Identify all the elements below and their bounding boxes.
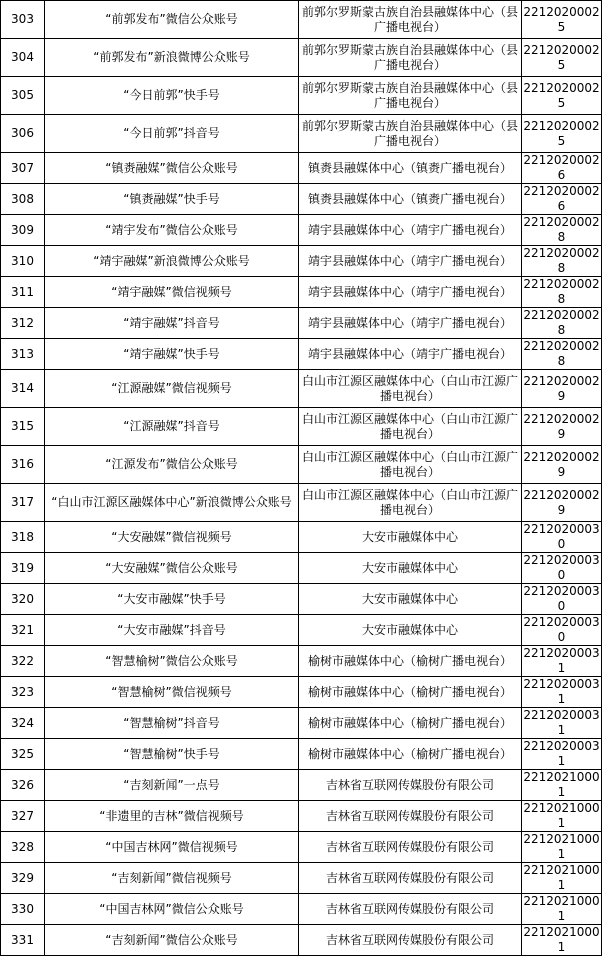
account-name: “大安市融媒”抖音号 (45, 615, 299, 646)
record-code: 22120200030 (523, 615, 600, 644)
organization: 前郭尔罗斯蒙古族自治县融媒体中心（县广播电视台） (299, 39, 522, 77)
row-number: 327 (1, 801, 45, 832)
row-number: 312 (1, 308, 45, 339)
organization: 榆树市融媒体中心（榆树广播电视台） (299, 677, 522, 708)
record-code: 22120200026 (523, 153, 600, 182)
record-code: 22120200029 (522, 446, 602, 484)
account-name: “靖宇融媒”快手号 (45, 339, 299, 370)
row-number: 329 (1, 863, 45, 894)
table-row (1, 446, 602, 484)
table-row (1, 801, 602, 832)
organization: 吉林省互联网传媒股份有限公司 (299, 801, 522, 832)
table-row (1, 832, 602, 863)
row-number: 303 (1, 1, 45, 39)
table-row (1, 646, 602, 677)
account-name: “靖宇融媒”新浪微博公众账号 (45, 246, 299, 277)
account-name: “吉刻新闻”微信视频号 (45, 863, 299, 894)
row-number: 320 (1, 584, 45, 615)
organization: 吉林省互联网传媒股份有限公司 (299, 770, 522, 801)
organization: 榆树市融媒体中心（榆树广播电视台） (299, 708, 522, 739)
account-name: “镇赉融媒”快手号 (45, 184, 299, 215)
table-row (1, 484, 602, 522)
account-name: “中国吉林网”微信公众账号 (45, 894, 299, 925)
table-row (1, 153, 602, 184)
record-code: 22120200026 (523, 184, 600, 213)
row-number: 306 (1, 115, 45, 153)
row-number: 311 (1, 277, 45, 308)
table-row (1, 370, 602, 408)
account-name: “大安融媒”微信公众账号 (45, 553, 299, 584)
table-row (1, 77, 602, 115)
table-row (1, 339, 602, 370)
table-row (1, 115, 602, 153)
row-number: 324 (1, 708, 45, 739)
account-name: “智慧榆树”微信视频号 (45, 677, 299, 708)
account-name: “中国吉林网”微信视频号 (45, 832, 299, 863)
organization: 大安市融媒体中心 (299, 584, 522, 615)
account-name: “非遗里的吉林”微信视频号 (45, 801, 299, 832)
record-code: 22120200028 (523, 277, 600, 306)
table-row (1, 308, 602, 339)
record-code: 22120200030 (523, 584, 600, 613)
table-row (1, 408, 602, 446)
account-name: “江源融媒”微信视频号 (45, 370, 299, 408)
organization: 镇赉县融媒体中心（镇赉广播电视台） (299, 153, 522, 184)
record-code: 22120200025 (522, 1, 602, 39)
row-number: 310 (1, 246, 45, 277)
table-row (1, 39, 602, 77)
table-row (1, 677, 602, 708)
account-name: “江源融媒”抖音号 (45, 408, 299, 446)
account-name: “靖宇融媒”抖音号 (45, 308, 299, 339)
organization: 大安市融媒体中心 (299, 522, 522, 553)
row-number: 309 (1, 215, 45, 246)
account-name: “靖宇发布”微信公众账号 (45, 215, 299, 246)
record-code: 22120200029 (522, 484, 602, 522)
organization: 吉林省互联网传媒股份有限公司 (299, 832, 522, 863)
table-row (1, 553, 602, 584)
organization: 榆树市融媒体中心（榆树广播电视台） (299, 646, 522, 677)
record-code: 22120200031 (523, 646, 600, 675)
row-number: 314 (1, 370, 45, 408)
row-number: 326 (1, 770, 45, 801)
account-name: “智慧榆树”微信公众账号 (45, 646, 299, 677)
row-number: 308 (1, 184, 45, 215)
record-code: 22120200028 (523, 308, 600, 337)
organization: 靖宇县融媒体中心（靖宇广播电视台） (299, 339, 522, 370)
organization: 白山市江源区融媒体中心（白山市江源广播电视台） (299, 408, 522, 446)
record-code: 22120200029 (522, 408, 602, 446)
row-number: 323 (1, 677, 45, 708)
row-number: 317 (1, 484, 45, 522)
table-row (1, 739, 602, 770)
table-row (1, 522, 602, 553)
organization: 靖宇县融媒体中心（靖宇广播电视台） (299, 246, 522, 277)
record-code: 22120200028 (523, 215, 600, 244)
record-code: 22120200031 (523, 739, 600, 768)
record-code: 22120210001 (523, 770, 600, 799)
row-number: 319 (1, 553, 45, 584)
record-code: 22120200030 (523, 553, 600, 582)
organization: 前郭尔罗斯蒙古族自治县融媒体中心（县广播电视台） (299, 1, 522, 39)
table-row (1, 615, 602, 646)
organization: 榆树市融媒体中心（榆树广播电视台） (299, 739, 522, 770)
row-number: 313 (1, 339, 45, 370)
table-row (1, 863, 602, 894)
record-code: 22120200029 (522, 370, 602, 408)
account-name: “今日前郭”抖音号 (45, 115, 299, 153)
row-number: 318 (1, 522, 45, 553)
table-row (1, 925, 602, 956)
table-row (1, 277, 602, 308)
account-name: “靖宇融媒”微信视频号 (45, 277, 299, 308)
organization: 大安市融媒体中心 (299, 615, 522, 646)
row-number: 315 (1, 408, 45, 446)
row-number: 322 (1, 646, 45, 677)
record-code: 22120200028 (523, 339, 600, 368)
organization: 靖宇县融媒体中心（靖宇广播电视台） (299, 277, 522, 308)
organization: 吉林省互联网传媒股份有限公司 (299, 925, 522, 956)
organization: 吉林省互联网传媒股份有限公司 (299, 863, 522, 894)
organization: 白山市江源区融媒体中心（白山市江源广播电视台） (299, 484, 522, 522)
account-name: “今日前郭”快手号 (45, 77, 299, 115)
organization: 前郭尔罗斯蒙古族自治县融媒体中心（县广播电视台） (299, 115, 522, 153)
row-number: 304 (1, 39, 45, 77)
account-name: “吉刻新闻”微信公众账号 (45, 925, 299, 956)
table-row (1, 894, 602, 925)
row-number: 307 (1, 153, 45, 184)
record-code: 22120200031 (523, 708, 600, 737)
table-row (1, 215, 602, 246)
account-name: “大安市融媒”快手号 (45, 584, 299, 615)
table-row (1, 770, 602, 801)
record-code: 22120200025 (522, 77, 602, 115)
account-name: “镇赉融媒”微信公众账号 (45, 153, 299, 184)
record-code: 22120200025 (522, 115, 602, 153)
record-code: 22120200031 (523, 677, 600, 706)
table-row (1, 584, 602, 615)
table-row (1, 708, 602, 739)
account-name: “智慧榆树”抖音号 (45, 708, 299, 739)
record-code: 22120210001 (523, 801, 600, 830)
record-code: 22120200028 (523, 246, 600, 275)
table-row (1, 1, 602, 39)
row-number: 325 (1, 739, 45, 770)
account-name: “前郭发布”微信公众账号 (45, 1, 299, 39)
organization: 靖宇县融媒体中心（靖宇广播电视台） (299, 215, 522, 246)
account-name: “大安融媒”微信视频号 (45, 522, 299, 553)
organization: 靖宇县融媒体中心（靖宇广播电视台） (299, 308, 522, 339)
account-name: “白山市江源区融媒体中心”新浪微博公众账号 (45, 484, 299, 522)
account-name: “智慧榆树”快手号 (45, 739, 299, 770)
row-number: 328 (1, 832, 45, 863)
table-row (1, 184, 602, 215)
row-number: 331 (1, 925, 45, 956)
row-number: 330 (1, 894, 45, 925)
organization: 前郭尔罗斯蒙古族自治县融媒体中心（县广播电视台） (299, 77, 522, 115)
organization: 白山市江源区融媒体中心（白山市江源广播电视台） (299, 370, 522, 408)
record-code: 22120200030 (523, 522, 600, 551)
account-name: “前郭发布”新浪微博公众账号 (45, 39, 299, 77)
table-row (1, 246, 602, 277)
organization: 白山市江源区融媒体中心（白山市江源广播电视台） (299, 446, 522, 484)
record-code: 22120210001 (523, 832, 600, 861)
row-number: 305 (1, 77, 45, 115)
record-code: 22120210001 (523, 925, 600, 954)
row-number: 321 (1, 615, 45, 646)
row-number: 316 (1, 446, 45, 484)
organization: 大安市融媒体中心 (299, 553, 522, 584)
account-name: “江源发布”微信公众账号 (45, 446, 299, 484)
organization: 镇赉县融媒体中心（镇赉广播电视台） (299, 184, 522, 215)
record-code: 22120210001 (523, 863, 600, 892)
record-code: 22120210001 (523, 894, 600, 923)
account-name: “吉刻新闻”一点号 (45, 770, 299, 801)
record-code: 22120200025 (522, 39, 602, 77)
organization: 吉林省互联网传媒股份有限公司 (299, 894, 522, 925)
